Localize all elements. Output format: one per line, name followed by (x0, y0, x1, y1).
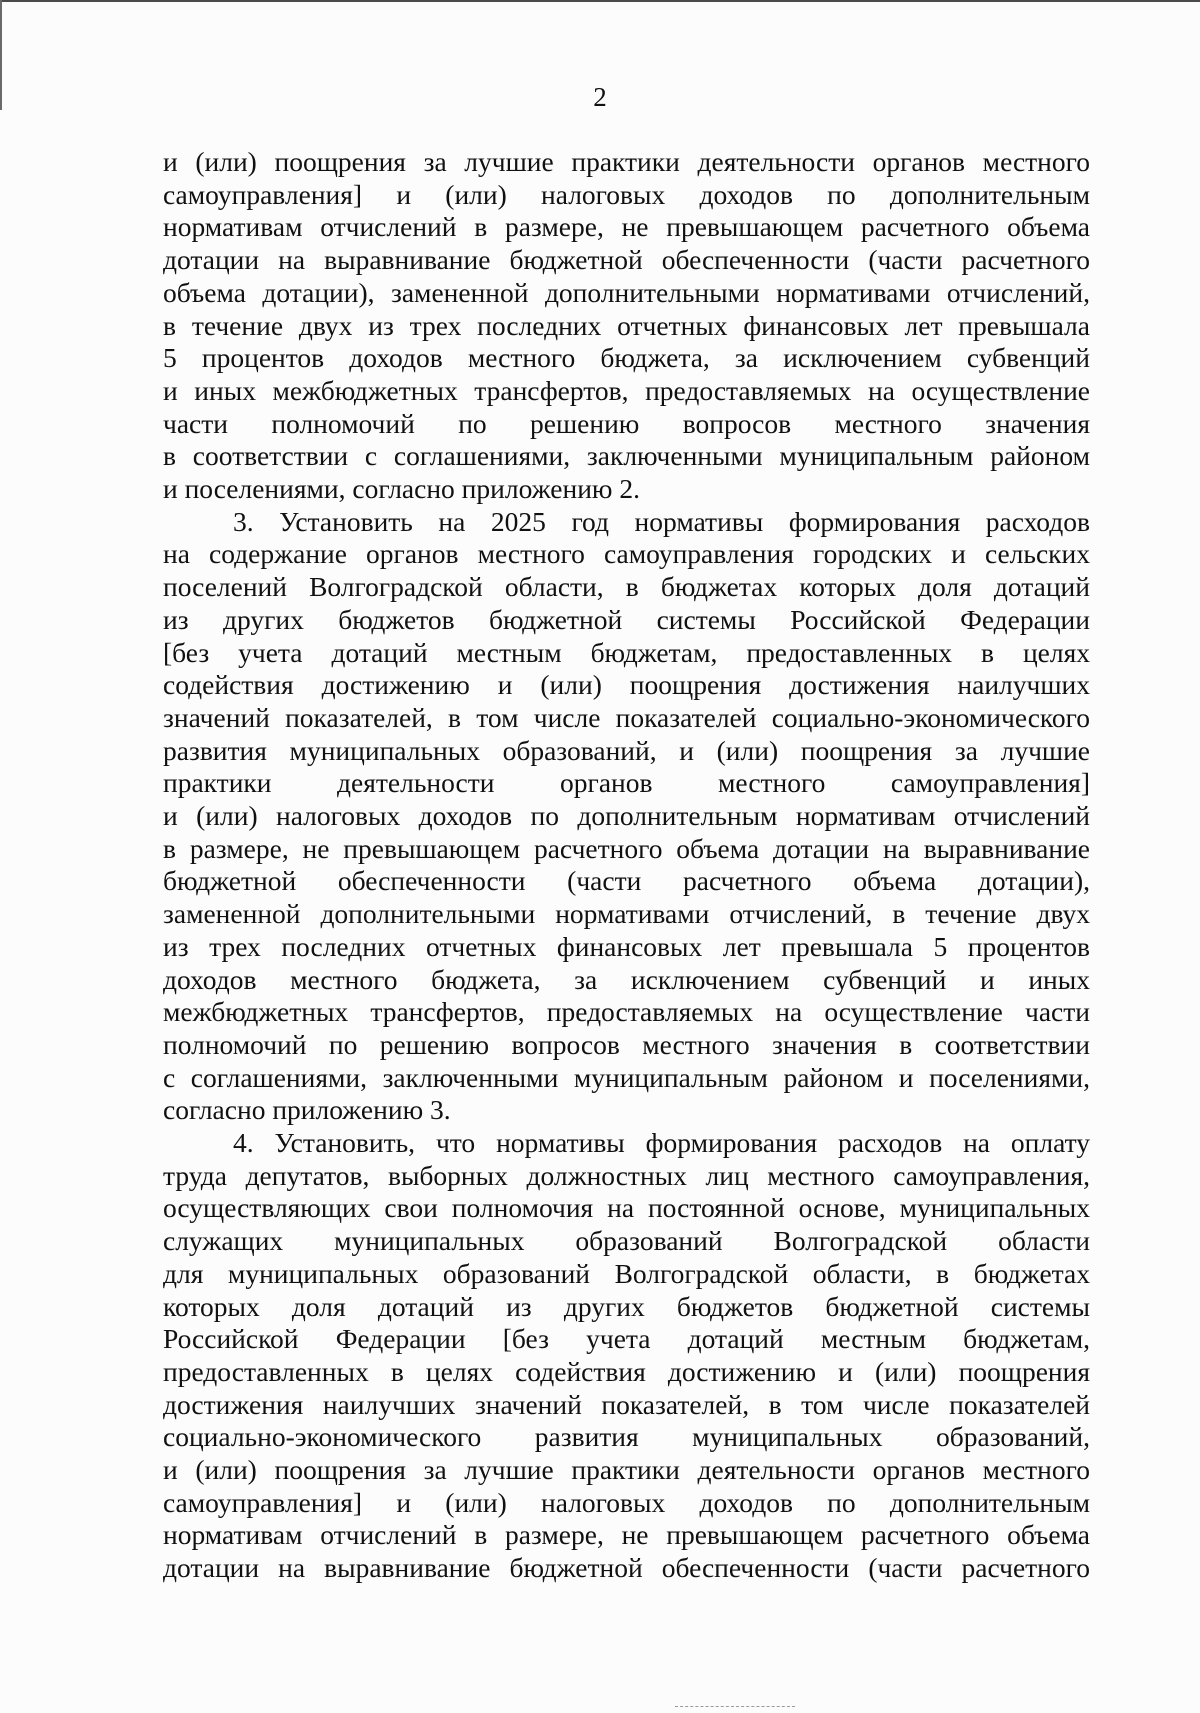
text-line: части полномочий по решению вопросов местного значения (163, 407, 1090, 439)
text-line: доходов местного бюджета, за исключением субвенций и иных (163, 963, 1090, 995)
text-line: самоуправления] и (или) налоговых доходов по дополнительным (163, 1486, 1090, 1518)
text-line: нормативам отчислений в размере, не превышающем расчетного объема (163, 1519, 1090, 1551)
scan-artifact (675, 1706, 795, 1708)
text-line: значений показателей, в том числе показателей социально-экономического (163, 701, 1090, 733)
text-line: [без учета дотаций местным бюджетам, предоставленных в целях (163, 636, 1090, 668)
text-line: замененной дополнительными нормативами отчислений, в течение двух (163, 898, 1090, 930)
text-line: полномочий по решению вопросов местного значения в соответствии (163, 1028, 1090, 1060)
text-line: и поселениями, согласно приложению 2. (163, 473, 640, 504)
text-line: 4. Установить, что нормативы формирования расходов на оплату (233, 1127, 1090, 1158)
text-line: Российской Федерации [без учета дотаций местным бюджетам, (163, 1323, 1090, 1355)
text-line: 5 процентов доходов местного бюджета, за исключением субвенций (163, 342, 1090, 374)
text-line: с соглашениями, заключенными муниципальным районом и поселениями, (163, 1061, 1090, 1093)
text-line: которых доля дотаций из других бюджетов бюджетной системы (163, 1290, 1090, 1322)
text-line: межбюджетных трансфертов, предоставляемых на осуществление части (163, 996, 1090, 1028)
text-line: в течение двух из трех последних отчетных финансовых лет превышала (163, 309, 1090, 341)
text-line: труда депутатов, выборных должностных лиц местного самоуправления, (163, 1159, 1090, 1191)
text-line: дотации на выравнивание бюджетной обеспеченности (части расчетного (163, 1552, 1090, 1584)
text-line: и иных межбюджетных трансфертов, предоставляемых на осуществление (163, 374, 1090, 406)
text-line: в размере, не превышающем расчетного объема дотации на выравнивание (163, 832, 1090, 864)
text-line: объема дотации), замененной дополнительными нормативами отчислений, (163, 276, 1090, 308)
text-line: предоставленных в целях содействия достижению и (или) поощрения (163, 1355, 1090, 1387)
text-line: развития муниципальных образований, и (или) поощрения за лучшие (163, 734, 1090, 766)
text-line: для муниципальных образований Волгоградской области, в бюджетах (163, 1257, 1090, 1289)
text-line: достижения наилучших значений показателей, в том числе показателей (163, 1388, 1090, 1420)
text-line: дотации на выравнивание бюджетной обеспеченности (части расчетного (163, 244, 1090, 276)
text-line: практики деятельности органов местного самоуправления] (163, 767, 1090, 799)
text-line: 3. Установить на 2025 год нормативы формирования расходов (233, 505, 1090, 537)
text-line: бюджетной обеспеченности (части расчетного объема дотации), (163, 865, 1090, 897)
text-line: согласно приложению 3. (163, 1094, 451, 1126)
text-line: и (или) поощрения за лучшие практики деятельности органов местного (163, 146, 1090, 177)
text-line: на содержание органов местного самоуправления городских и сельских (163, 538, 1090, 570)
text-line: социально-экономического развития муниципальных образований, (163, 1421, 1090, 1453)
text-line: из трех последних отчетных финансовых лет превышала 5 процентов (163, 930, 1090, 962)
text-line: в соответствии с соглашениями, заключенными муниципальным районом (163, 440, 1090, 472)
text-line: содействия достижению и (или) поощрения достижения наилучших (163, 669, 1090, 701)
text-line: поселений Волгоградской области, в бюджетах которых доля дотаций (163, 571, 1090, 603)
text-line: нормативам отчислений в размере, не превышающем расчетного объема (163, 211, 1090, 243)
scan-edge-top (0, 0, 1200, 2)
text-line: осуществляющих свои полномочия на постоянной основе, муниципальных (163, 1192, 1090, 1224)
text-line: и (или) налоговых доходов по дополнительным нормативам отчислений (163, 800, 1090, 831)
text-line: служащих муниципальных образований Волгоградской области (163, 1225, 1090, 1257)
text-line: самоуправления] и (или) налоговых доходов по дополнительным (163, 178, 1090, 210)
page-number: 2 (593, 82, 607, 112)
text-line: и (или) поощрения за лучшие практики деятельности органов местного (163, 1454, 1090, 1485)
text-line: из других бюджетов бюджетной системы Российской Федерации (163, 603, 1090, 635)
